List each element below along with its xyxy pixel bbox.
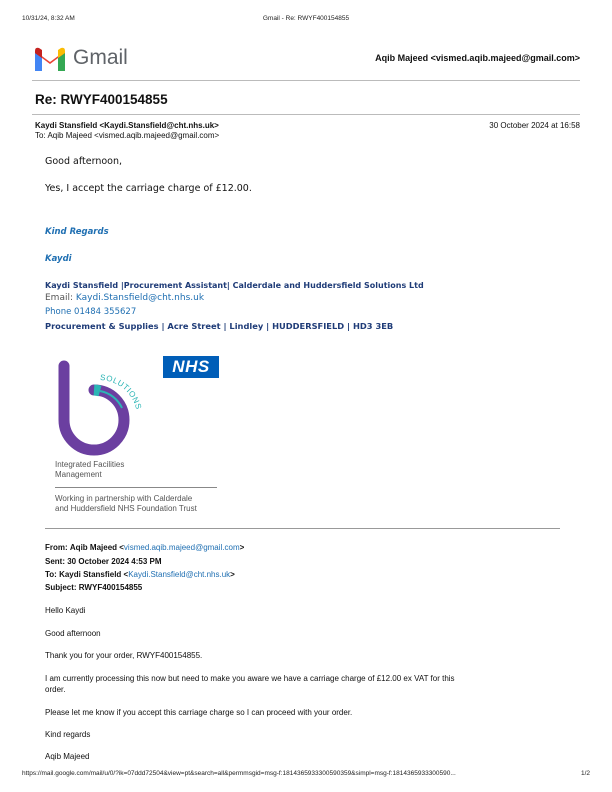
partner-line-2: and Huddersfield NHS Foundation Trust (55, 504, 197, 513)
ifm-line-2: Management (55, 470, 102, 479)
quoted-line-4a: I am currently processing this now but need to make you aware we have a carriage charge of £12.00 ex VAT for this (45, 674, 455, 683)
sig-address: Procurement & Supplies | Acre Street | Lindley | HUDDERSFIELD | HD3 3EB (45, 321, 394, 331)
print-datetime: 10/31/24, 8:32 AM (22, 15, 75, 22)
quoted-from-label: From: (45, 543, 68, 552)
message-date: 30 October 2024 at 16:58 (489, 121, 580, 130)
message-greeting: Good afternoon, (45, 156, 123, 167)
solutions-logo (50, 358, 145, 458)
quoted-subject (45, 583, 142, 592)
quoted-divider (45, 528, 560, 529)
message-from: Kaydi Stansfield <Kaydi.Stansfield@cht.nhs.uk> (35, 121, 219, 130)
quoted-to (45, 570, 235, 579)
sig-phone: Phone 01484 355627 (45, 307, 137, 317)
quoted-to-email[interactable]: Kaydi.Stansfield@cht.nhs.uk (128, 570, 231, 579)
message-to: To: Aqib Majeed <vismed.aqib.majeed@gmail.com> (35, 131, 220, 140)
sig-email-link[interactable]: Kaydi.Stansfield@cht.nhs.uk (75, 293, 205, 303)
gmail-logo (33, 42, 153, 76)
quoted-line-6: Kind regards (45, 730, 91, 739)
quoted-subject-value: RWYF400154855 (78, 583, 143, 592)
ifm-text (55, 460, 124, 480)
subject-divider (32, 114, 580, 115)
quoted-line-4b: order. (45, 685, 66, 694)
gmail-wordmark: Gmail (73, 46, 128, 69)
sig-title-line: Kaydi Stansfield |Procurement Assistant| Calderdale and Huddersfield Solutions Ltd (45, 281, 424, 290)
quoted-line-1: Hello Kaydi (45, 606, 86, 615)
sig-email-label: Email: (45, 293, 74, 303)
partner-line-1: Working in partnership with Calderdale (55, 494, 193, 503)
quoted-from (45, 543, 244, 552)
partner-text (55, 494, 197, 514)
quoted-from-email[interactable]: vismed.aqib.majeed@gmail.com (123, 543, 240, 552)
sig-email-line (45, 293, 204, 303)
quoted-to-close: > (230, 570, 235, 579)
quoted-line-7: Aqib Majeed (45, 752, 90, 761)
ifm-line-1: Integrated Facilities (55, 460, 125, 469)
quoted-line-5: Please let me know if you accept this carriage charge so I can proceed with your order. (45, 708, 353, 717)
sig-regards: Kind Regards (45, 227, 109, 237)
header-divider (32, 80, 580, 81)
print-footer-url: https://mail.google.com/mail/u/0/?ik=07ddd72504&view=pt&search=all&permmsgid=msg-f:1814365933300590359&simpl=msg-f:1814365933300590... (22, 770, 456, 777)
quoted-from-close: > (239, 543, 245, 552)
thread-subject: Re: RWYF400154855 (35, 92, 168, 107)
account-address: Aqib Majeed <vismed.aqib.majeed@gmail.com> (375, 53, 580, 63)
quoted-sent-value: 30 October 2024 4:53 PM (67, 557, 162, 566)
quoted-line-3: Thank you for your order, RWYF400154855. (45, 651, 203, 660)
quoted-subject-label: Subject: (45, 583, 77, 592)
message-body: Yes, I accept the carriage charge of £12.00. (45, 183, 252, 194)
ifm-divider (55, 487, 217, 488)
quoted-sent-label: Sent: (45, 557, 65, 566)
quoted-to-name: Kaydi Stansfield < (59, 570, 129, 579)
quoted-to-label: To: (45, 570, 57, 579)
quoted-sent (45, 557, 162, 566)
print-title: Gmail - Re: RWYF400154855 (262, 15, 350, 22)
quoted-from-name: Aqib Majeed < (69, 543, 124, 552)
print-page-number: 1/2 (580, 770, 590, 777)
sig-name: Kaydi (45, 254, 72, 264)
gmail-m-icon (33, 45, 67, 73)
quoted-line-2: Good afternoon (45, 629, 101, 638)
logo-word: SOLUTIONS (99, 372, 144, 411)
nhs-logo: NHS (163, 356, 219, 378)
